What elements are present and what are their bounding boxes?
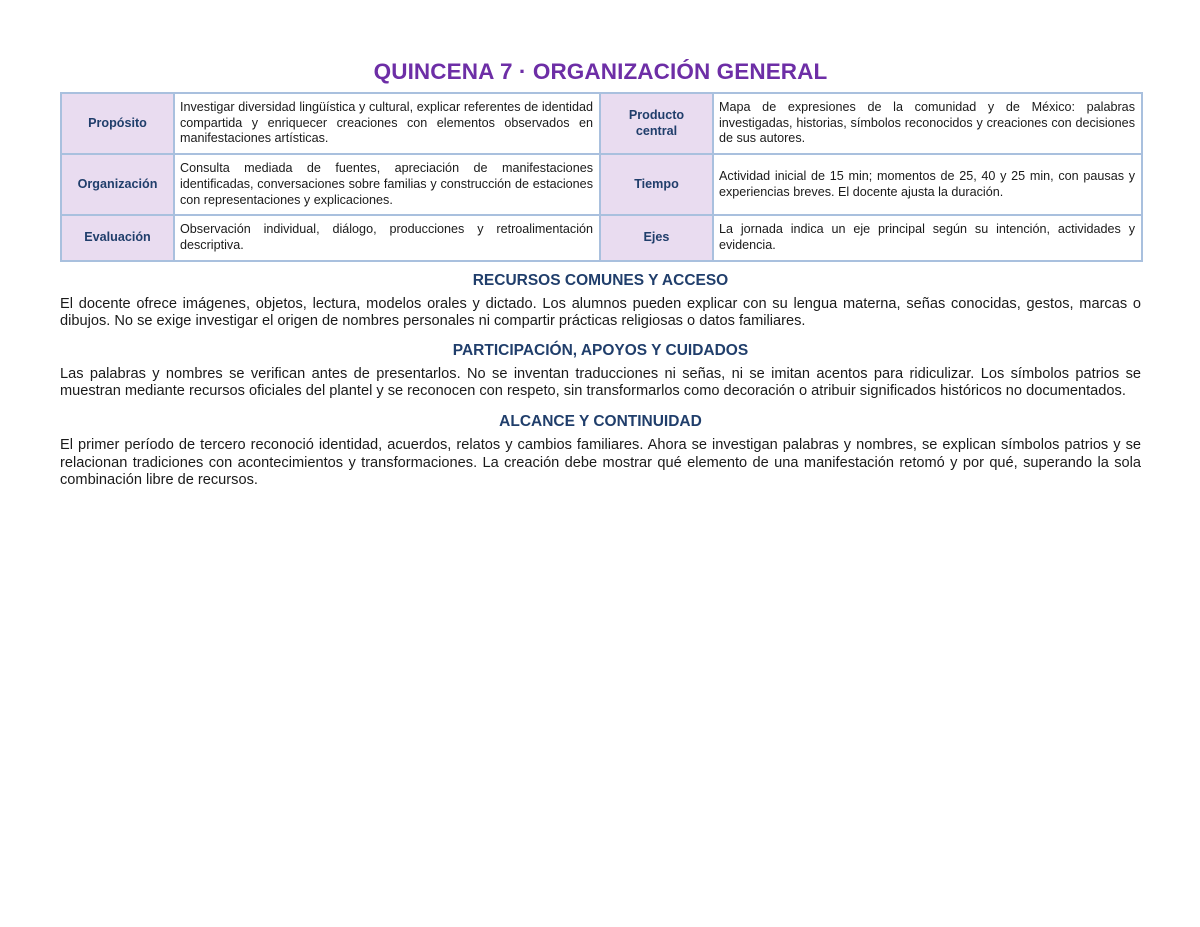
table-row [61, 215, 1142, 260]
section-heading-participacion: PARTICIPACIÓN, APOYOS Y CUIDADOS [452, 342, 749, 360]
label-ejes: Ejes [600, 215, 713, 260]
section-body-participacion: Las palabras y nombres se verifican antes de presentarlos. No se inventan traducciones ni señas, ni se imitan acentos para ridiculizar. Los símbolos patrios se muestran mediante recursos oficiales del plantel y se reconocen con respeto, sin transformarlos como decoración o atribuir significados históricos no documentados. [60, 366, 1141, 400]
organization-table [60, 92, 1143, 262]
section-heading-alcance: ALCANCE Y CONTINUIDAD [499, 413, 702, 431]
label-evaluacion: Evaluación [61, 215, 174, 260]
label-producto-central: Producto central [600, 93, 713, 154]
value-evaluacion: Observación individual, diálogo, producciones y retroalimentación descriptiva. [174, 215, 600, 260]
section-body-recursos: El docente ofrece imágenes, objetos, lectura, modelos orales y dictado. Los alumnos pueden explicar con su lengua materna, señas conocidas, gestos, marcas o dibujos. No se exige investigar el origen de nombres personales ni compartir prácticas religiosas o datos familiares. [60, 295, 1141, 329]
value-producto-central: Mapa de expresiones de la comunidad y de México: palabras investigadas, historias, símbolos reconocidos y creaciones con decisiones de sus autores. [713, 93, 1142, 154]
table-row [61, 154, 1142, 215]
label-proposito: Propósito [61, 93, 174, 154]
section-body-alcance: El primer período de tercero reconoció identidad, acuerdos, relatos y cambios familiares. Ahora se investigan palabras y nombres, se explican símbolos patrios y se relacionan tradiciones con acontecimientos y transformaciones. La creación debe mostrar qué elemento de una manifestación retomó y por qué, superando la sola combinación libre de recursos. [60, 437, 1141, 488]
value-proposito: Investigar diversidad lingüística y cultural, explicar referentes de identidad compartida y enriquecer creaciones con elementos observados en manifestaciones artísticas. [174, 93, 600, 154]
value-tiempo: Actividad inicial de 15 min; momentos de 25, 40 y 25 min, con pausas y experiencias breves. El docente ajusta la duración. [713, 154, 1142, 215]
label-organizacion: Organización [61, 154, 174, 215]
document-page [60, 57, 1141, 489]
section-heading-recursos: RECURSOS COMUNES Y ACCESO [472, 271, 729, 289]
label-tiempo: Tiempo [600, 154, 713, 215]
table-row [61, 93, 1142, 154]
value-ejes: La jornada indica un eje principal según su intención, actividades y evidencia. [713, 215, 1142, 260]
page-title: QUINCENA 7 · ORGANIZACIÓN GENERAL [373, 59, 828, 84]
value-organizacion: Consulta mediada de fuentes, apreciación de manifestaciones identificadas, conversaciones sobre familias y construcción de estaciones con representaciones y explicaciones. [174, 154, 600, 215]
